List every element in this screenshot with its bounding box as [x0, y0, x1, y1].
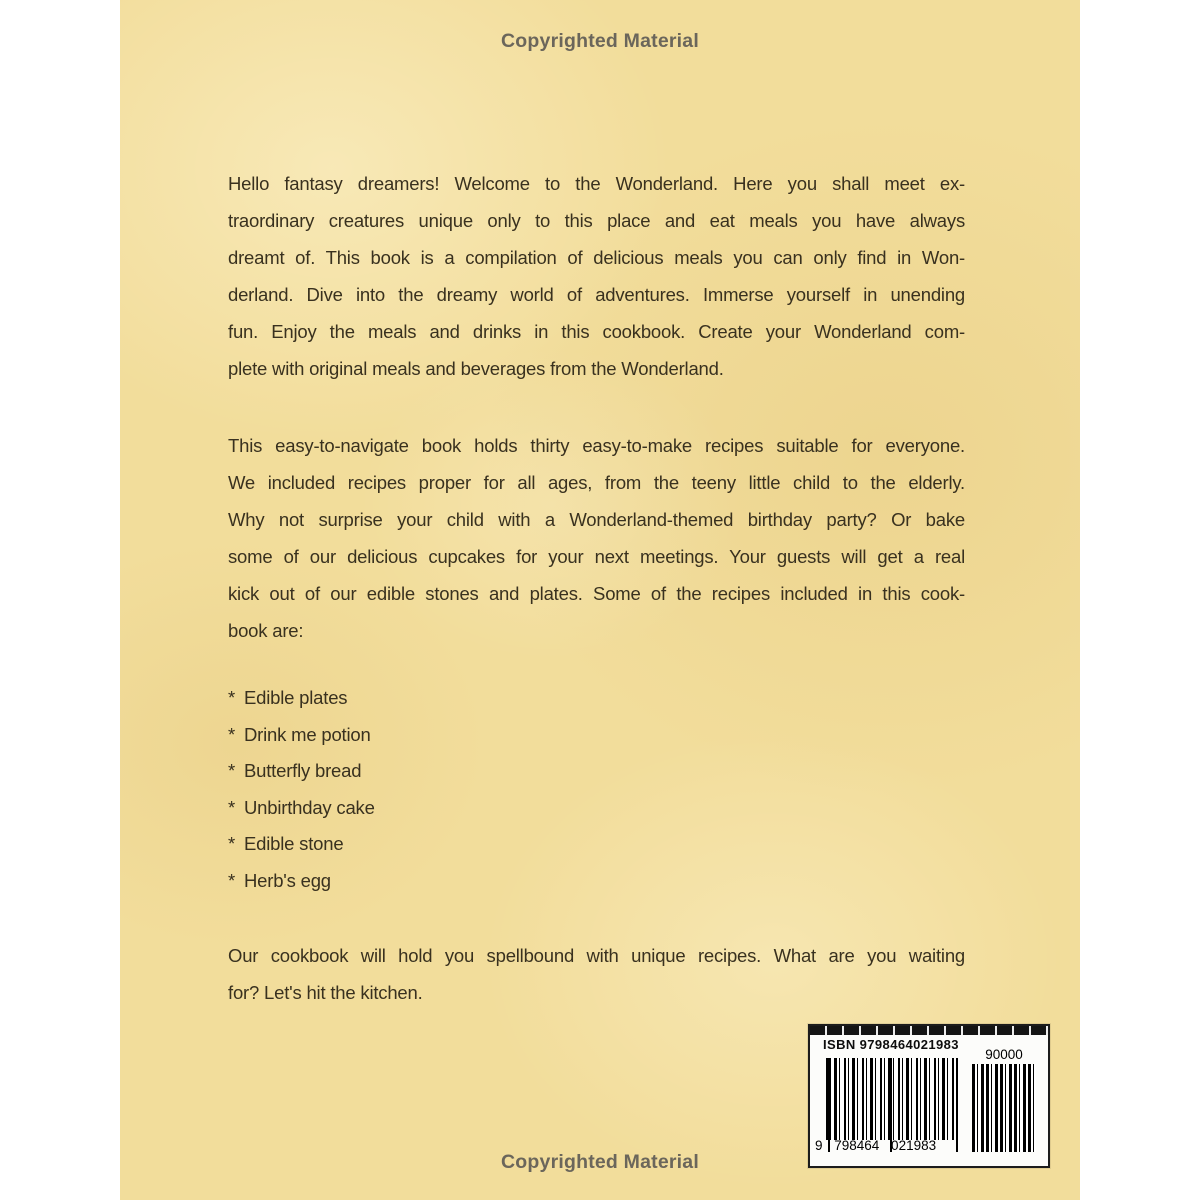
book-back-cover: [120, 0, 1080, 1200]
text-line: This easy-to-navigate book holds thirty easy-to-make recipes suitable for everyone.: [228, 435, 965, 456]
recipe-name: Butterfly bread: [244, 760, 362, 781]
text-line: Our cookbook will hold you spellbound with unique recipes. What are you waiting: [228, 945, 965, 966]
closing-paragraph: [228, 937, 965, 1011]
recipe-list: [228, 680, 965, 899]
text-line: Why not surprise your child with a Wonderland-themed birthday party? Or bake: [228, 509, 965, 530]
recipe-list-item: [228, 753, 965, 790]
barcode-price-code: 90000: [985, 1047, 1023, 1062]
recipe-name: Unbirthday cake: [244, 796, 375, 818]
recipe-list-item: [228, 717, 965, 754]
text-line: Hello fantasy dreamers! Welcome to the Wonderland. Here you shall meet ex-: [228, 173, 965, 194]
recipe-name: Herb's egg: [244, 869, 331, 891]
recipe-list-item: [228, 680, 965, 717]
recipe-list-item: [228, 790, 965, 827]
recipe-list-item: [228, 826, 965, 863]
copyright-top-label: Copyrighted Material: [501, 30, 699, 52]
asterisk-bullet: *: [228, 760, 235, 781]
barcode-top-strip: [810, 1026, 1048, 1035]
text-line: plete with original meals and beverages from the Wonderland.: [228, 358, 724, 379]
barcode-bars-main: [826, 1058, 960, 1140]
isbn-label: ISBN 9798464021983: [823, 1037, 959, 1052]
barcode-box: [808, 1024, 1050, 1168]
barcode-bars-price: [972, 1064, 1036, 1152]
text-line: We included recipes proper for all ages, from the teeny little child to the elderly.: [228, 472, 965, 493]
blurb-text: [228, 165, 965, 1011]
text-line: dreamt of. This book is a compilation of delicious meals you can only find in Won-: [228, 247, 965, 268]
recipe-name: Edible stone: [244, 833, 344, 854]
asterisk-bullet: *: [228, 833, 235, 854]
asterisk-bullet: *: [228, 687, 235, 708]
asterisk-bullet: *: [228, 723, 235, 745]
copyright-bottom-label: Copyrighted Material: [501, 1151, 699, 1173]
text-line: kick out of our edible stones and plates. Some of the recipes included in this cook-: [228, 583, 965, 604]
barcode-digits: 9 798464 021983: [815, 1138, 937, 1153]
text-line: for? Let's hit the kitchen.: [228, 982, 423, 1003]
recipe-name: Drink me potion: [244, 723, 371, 745]
asterisk-bullet: *: [228, 796, 235, 818]
text-line: derland. Dive into the dreamy world of adventures. Immerse yourself in unending: [228, 284, 965, 305]
asterisk-bullet: *: [228, 869, 235, 891]
recipe-name: Edible plates: [244, 687, 348, 708]
recipe-list-item: [228, 863, 965, 900]
overview-paragraph: [228, 427, 965, 649]
text-line: traordinary creatures unique only to this place and eat meals you have always: [228, 210, 965, 231]
text-line: book are:: [228, 620, 304, 641]
text-line: some of our delicious cupcakes for your next meetings. Your guests will get a real: [228, 546, 965, 567]
text-line: fun. Enjoy the meals and drinks in this cookbook. Create your Wonderland com-: [228, 321, 965, 342]
intro-paragraph: [228, 165, 965, 387]
